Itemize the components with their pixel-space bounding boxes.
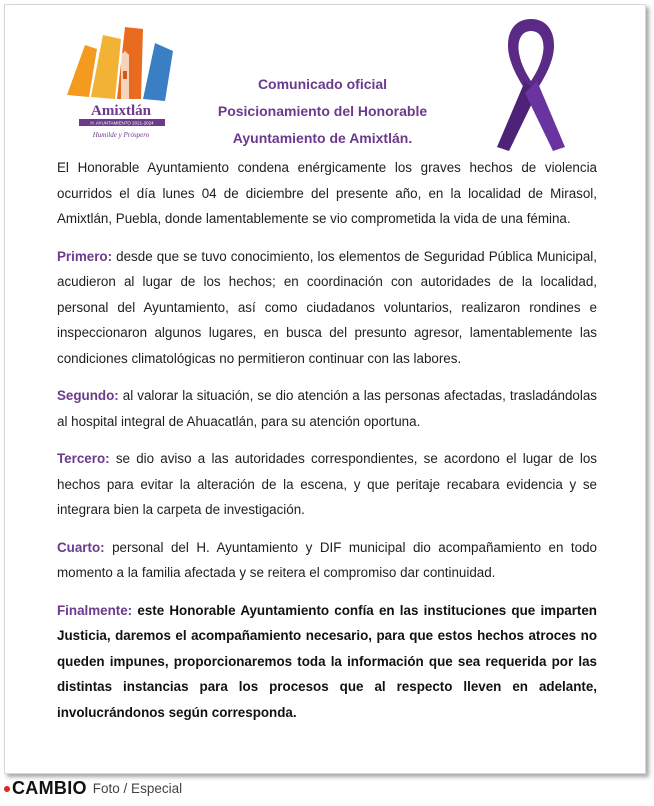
paragraph-text: este Honorable Ayuntamiento confía en las instituciones que imparten Justicia, daremos el acompañamiento necesario, para que estos hechos atroces no queden impunes, proporcionaremos toda la información que sea requerida por las distintas instancias para los procesos que al respecto lleven en adelante, involucrándonos según corresponda. [57, 602, 597, 720]
paragraph-tercero [57, 446, 597, 523]
paragraph-lead: Cuarto: [57, 539, 105, 555]
brand-name: CAMBIO [12, 778, 87, 798]
paragraph-lead: Tercero: [57, 451, 110, 466]
paragraph-cuarto [57, 535, 597, 586]
logo-name: Amixtlán [91, 103, 151, 119]
heading-line-2: Posicionamiento del Honorable [217, 103, 428, 119]
heading-line-1: Comunicado oficial [257, 76, 388, 92]
brand-dot-icon [4, 786, 10, 792]
paragraph-text: desde que se tuvo conocimiento, los elementos de Seguridad Pública Municipal, acudieron al lugar de los hechos; en coordinación con autoridades de la localidad, personal del Ayuntamiento, así como ciudadanos voluntarios, realizaron rondines e inspeccionaron algunos lugares, en busca del presunto agresor, lamentablemente las condiciones climatológicas no permitieron continuar con las labores. [57, 248, 597, 366]
purple-ribbon-icon [491, 15, 571, 157]
paragraph-text: personal del H. Ayuntamiento y DIF municipal dio acompañamiento en todo momento a la familia afectada y se reitera el compromiso dar continuidad. [57, 539, 597, 580]
document-body [57, 155, 597, 737]
paragraph-segundo [57, 383, 597, 434]
paragraph-lead: Segundo: [57, 388, 119, 403]
document-frame [4, 4, 646, 774]
paragraph-primero [57, 244, 597, 372]
logo-subtitle: H. AYUNTAMIENTO 2021-2024 [90, 120, 154, 126]
paragraph-finalmente [57, 598, 597, 726]
intro-paragraph: El Honorable Ayuntamiento condena enérgicamente los graves hechos de violencia ocurridos el día lunes 04 de diciembre del presente año, en la localidad de Mirasol, Amixtlán, Puebla, donde lamentablemente se vio comprometida la vida de una fémina. [57, 160, 597, 226]
heading-line-3: Ayuntamiento de Amixtlán. [232, 130, 413, 146]
paragraph-text: se dio aviso a las autoridades correspondientes, se acordono el lugar de los hechos para evitar la alteración de la escena, y que peritaje recabara evidencia y se integrara bien la carpeta de investigación. [57, 451, 597, 517]
paragraph-lead: Finalmente: [57, 602, 133, 618]
heading [190, 71, 455, 152]
amixtlan-logo [63, 25, 183, 143]
photo-credit [4, 778, 182, 799]
logo-slogan: Humilde y Próspero [92, 131, 150, 139]
paragraph-lead: Primero: [57, 248, 113, 264]
paragraph-text: al valorar la situación, se dio atención a las personas afectadas, trasladándolas al hospital integral de Ahuacatlán, para su atención oportuna. [57, 388, 597, 429]
credit-text: Foto / Especial [92, 781, 183, 796]
